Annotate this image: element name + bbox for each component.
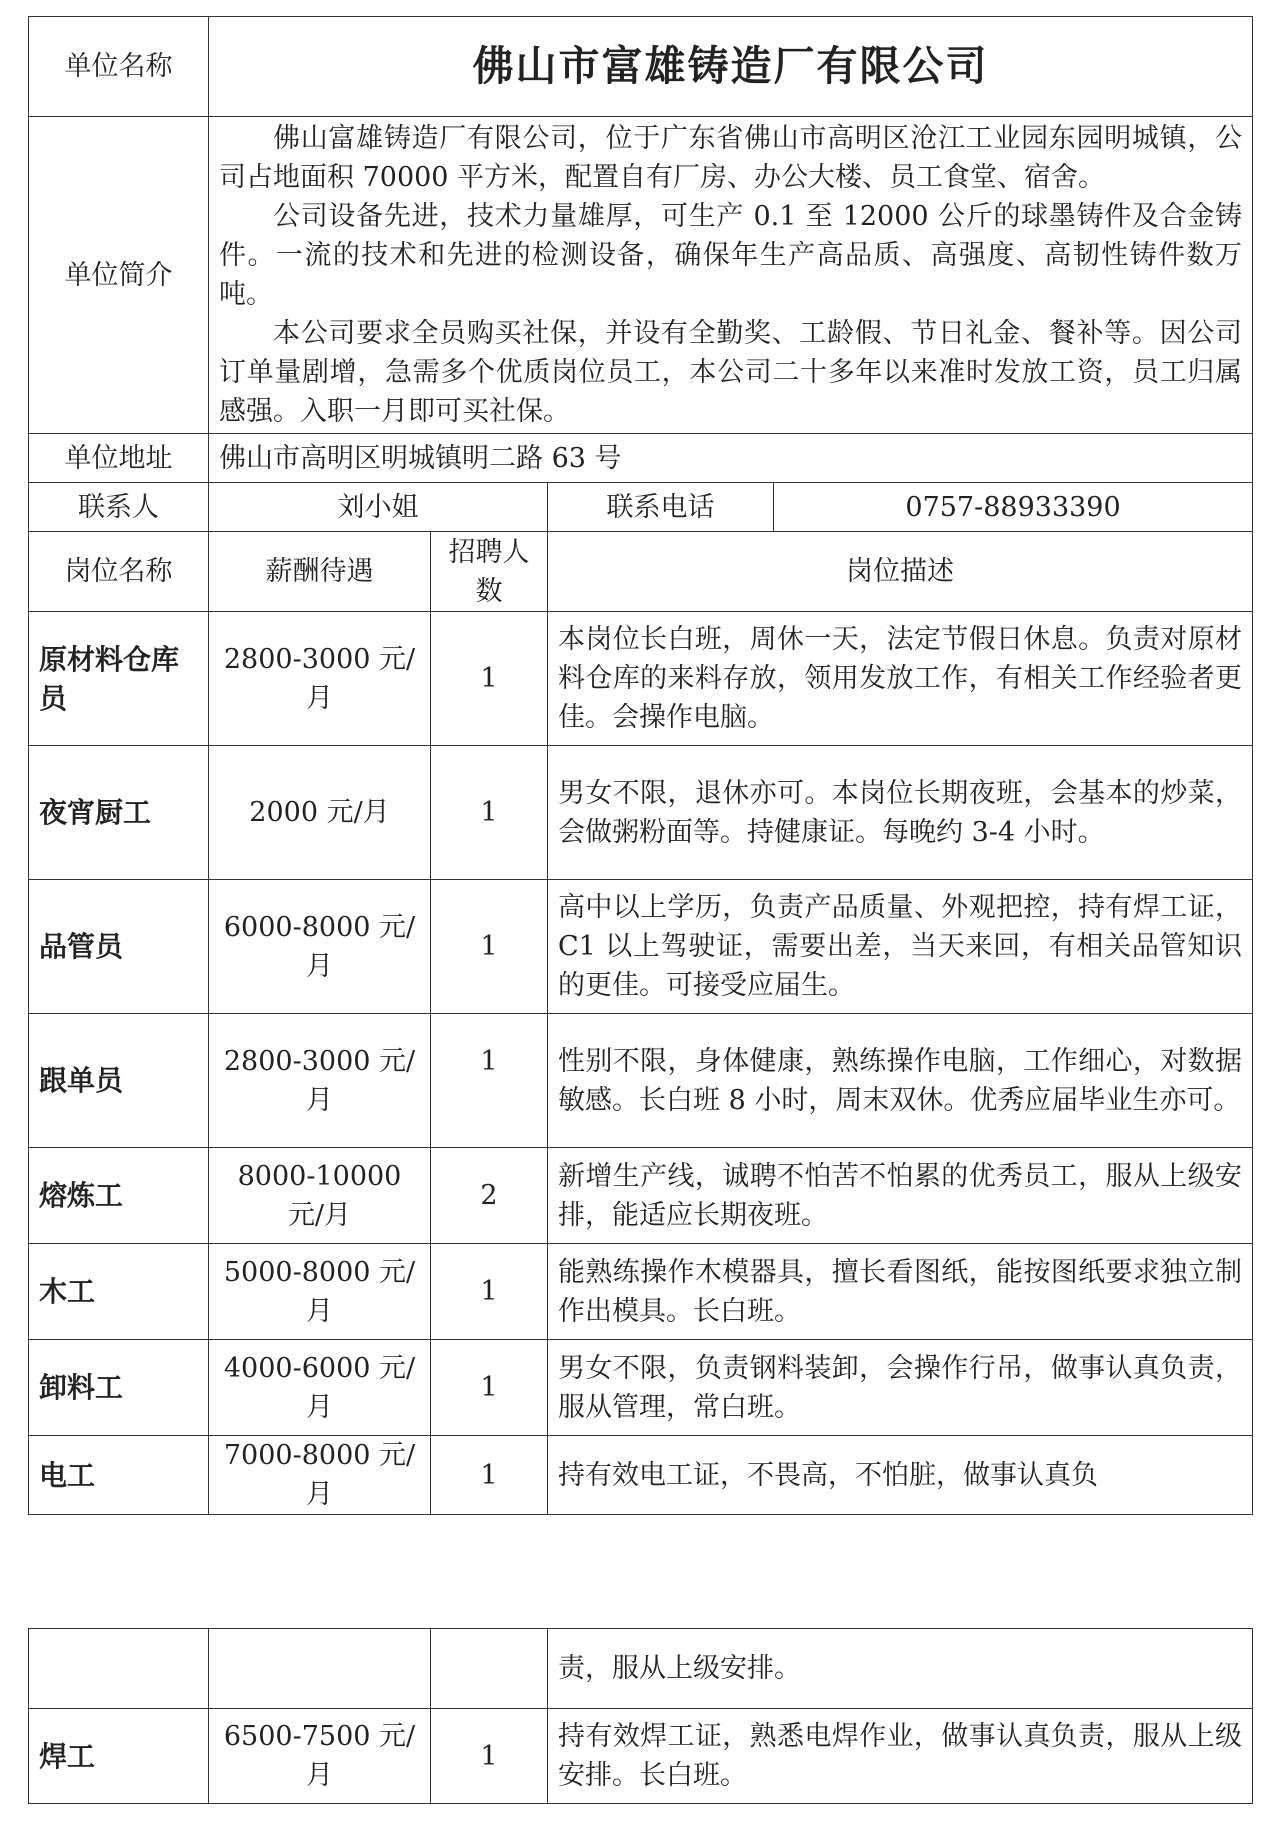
job-row (29, 1436, 1253, 1515)
empty-cell (29, 1629, 209, 1709)
company-intro-label: 单位简介 (29, 117, 209, 434)
job-row (29, 1014, 1253, 1148)
header-count: 招聘人数 (431, 532, 548, 612)
header-salary: 薪酬待遇 (209, 532, 431, 612)
job-row (29, 746, 1253, 880)
job-position: 熔炼工 (29, 1148, 209, 1244)
intro-paragraph: 本公司要求全员购买社保，并设有全勤奖、工龄假、节日礼金、餐补等。因公司订单量剧增，急需多个优质岗位员工，本公司二十多年以来准时发放工资，员工归属感强。入职一月即可买社保。 (219, 318, 1243, 427)
address-label: 单位地址 (29, 434, 209, 483)
job-description: 持有效电工证，不畏高，不怕脏，做事认真负 (548, 1436, 1253, 1515)
job-position: 原材料仓库员 (29, 612, 209, 746)
contact-value: 刘小姐 (209, 483, 548, 532)
job-salary: 7000-8000 元/月 (209, 1436, 431, 1515)
intro-paragraph: 公司设备先进，技术力量雄厚，可生产 0.1 至 12000 公斤的球墨铸件及合金铸件。一流的技术和先进的检测设备，确保年生产高品质、高强度、高韧性铸件数万吨。 (219, 201, 1243, 310)
job-salary: 6500-7500 元/月 (209, 1709, 431, 1804)
job-count: 1 (431, 1340, 548, 1436)
job-count: 1 (431, 1014, 548, 1148)
job-position: 夜宵厨工 (29, 746, 209, 880)
address-value: 佛山市高明区明城镇明二路 63 号 (209, 434, 1253, 483)
continuation-row (29, 1629, 1253, 1709)
job-count: 1 (431, 880, 548, 1014)
company-name: 佛山市富雄铸造厂有限公司 (209, 17, 1253, 117)
job-description-continued: 责，服从上级安排。 (548, 1629, 1253, 1709)
job-description: 能熟练操作木模器具，擅长看图纸，能按图纸要求独立制作出模具。长白班。 (548, 1244, 1253, 1340)
job-description: 新增生产线，诚聘不怕苦不怕累的优秀员工，服从上级安排，能适应长期夜班。 (548, 1148, 1253, 1244)
job-count: 1 (431, 1244, 548, 1340)
job-position: 卸料工 (29, 1340, 209, 1436)
job-salary: 2000 元/月 (209, 746, 431, 880)
phone-label: 联系电话 (548, 483, 774, 532)
job-count: 1 (431, 1709, 548, 1804)
job-description: 性别不限，身体健康，熟练操作电脑，工作细心，对数据敏感。长白班 8 小时，周末双休。优秀应届毕业生亦可。 (548, 1014, 1253, 1148)
job-count: 1 (431, 1436, 548, 1515)
job-salary: 5000-8000 元/月 (209, 1244, 431, 1340)
job-salary: 8000-10000 元/月 (209, 1148, 431, 1244)
header-position: 岗位名称 (29, 532, 209, 612)
job-description: 高中以上学历，负责产品质量、外观把控，持有焊工证，C1 以上驾驶证，需要出差，当天来回，有相关品管知识的更佳。可接受应届生。 (548, 880, 1253, 1014)
empty-cell (431, 1629, 548, 1709)
header-description: 岗位描述 (548, 532, 1253, 612)
job-position: 品管员 (29, 880, 209, 1014)
job-position: 电工 (29, 1436, 209, 1515)
job-row (29, 1244, 1253, 1340)
job-position: 木工 (29, 1244, 209, 1340)
job-salary: 4000-6000 元/月 (209, 1340, 431, 1436)
job-row (29, 880, 1253, 1014)
job-salary: 2800-3000 元/月 (209, 612, 431, 746)
job-row (29, 1340, 1253, 1436)
job-salary: 6000-8000 元/月 (209, 880, 431, 1014)
job-salary: 2800-3000 元/月 (209, 1014, 431, 1148)
company-name-label: 单位名称 (29, 17, 209, 117)
job-description: 持有效焊工证，熟悉电焊作业，做事认真负责，服从上级安排。长白班。 (548, 1709, 1253, 1804)
recruitment-table (28, 16, 1253, 1515)
contact-label: 联系人 (29, 483, 209, 532)
job-position: 跟单员 (29, 1014, 209, 1148)
job-position: 焊工 (29, 1709, 209, 1804)
company-intro (209, 117, 1253, 434)
recruitment-table-continued (28, 1628, 1253, 1804)
job-description: 男女不限，退休亦可。本岗位长期夜班，会基本的炒菜，会做粥粉面等。持健康证。每晚约 3-4 小时。 (548, 746, 1253, 880)
job-count: 2 (431, 1148, 548, 1244)
job-row (29, 612, 1253, 746)
job-row (29, 1709, 1253, 1804)
job-description: 本岗位长白班，周休一天，法定节假日休息。负责对原材料仓库的来料存放，领用发放工作，有相关工作经验者更佳。会操作电脑。 (548, 612, 1253, 746)
job-count: 1 (431, 612, 548, 746)
intro-paragraph: 佛山富雄铸造厂有限公司，位于广东省佛山市高明区沧江工业园东园明城镇，公司占地面积 70000 平方米，配置自有厂房、办公大楼、员工食堂、宿舍。 (219, 123, 1243, 193)
job-row (29, 1148, 1253, 1244)
job-description: 男女不限，负责钢料装卸，会操作行吊，做事认真负责，服从管理，常白班。 (548, 1340, 1253, 1436)
job-count: 1 (431, 746, 548, 880)
empty-cell (209, 1629, 431, 1709)
phone-value: 0757-88933390 (774, 483, 1253, 532)
